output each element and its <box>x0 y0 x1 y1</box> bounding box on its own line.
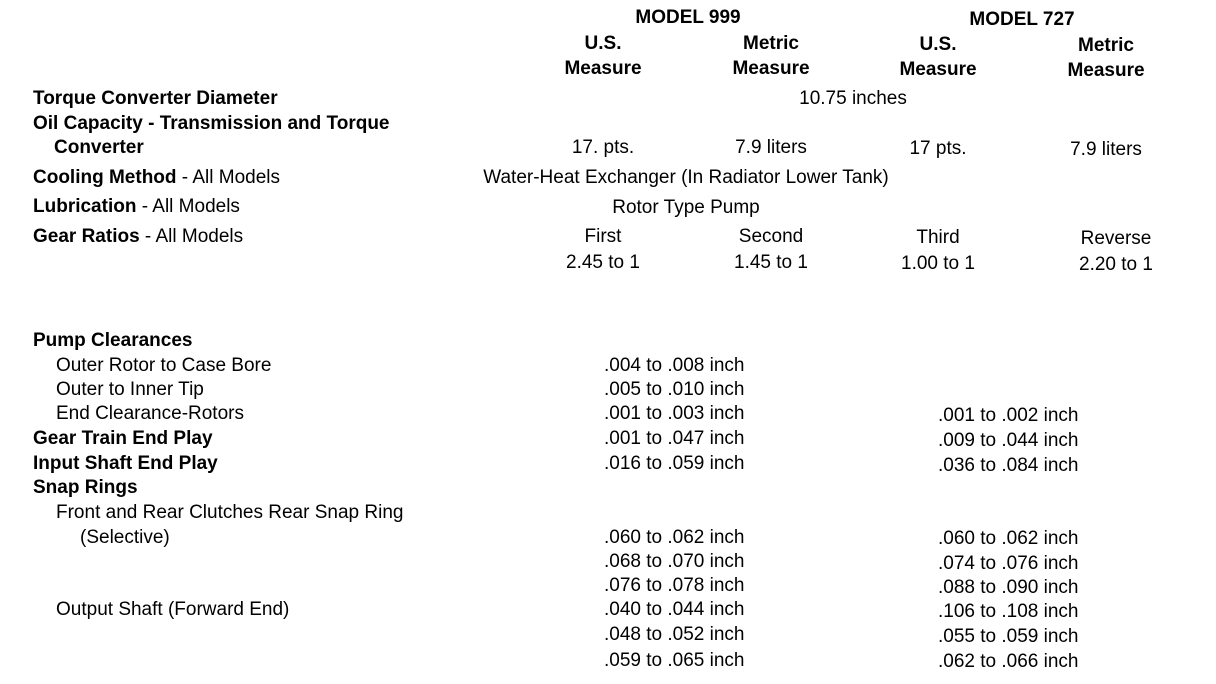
metric-measure-999-line2: Measure <box>732 58 810 79</box>
gear-ratio-reverse: 2.20 to 1 <box>1079 254 1153 275</box>
gear-ratios-label-bold: Gear Ratios <box>33 226 140 247</box>
us-measure-727-line1: U.S. <box>919 34 957 55</box>
gear-name-third: Third <box>916 227 960 248</box>
metric-measure-999-line1: Metric <box>743 33 799 54</box>
oil-capacity-999-metric: 7.9 liters <box>735 137 807 158</box>
oil-capacity-label-line2: Converter <box>54 137 144 158</box>
clutch-snap-ring-label-line1: Front and Rear Clutches Rear Snap Ring <box>56 502 404 523</box>
gear-name-reverse: Reverse <box>1080 228 1152 249</box>
lubrication-value: Rotor Type Pump <box>612 197 760 218</box>
end-clearance-727: .001 to .002 inch <box>938 405 1079 426</box>
metric-measure-727-line1: Metric <box>1078 35 1134 56</box>
gear-train-end-play-999: .001 to .047 inch <box>604 428 745 449</box>
outer-inner-tip-label: Outer to Inner Tip <box>56 379 204 400</box>
outer-rotor-label: Outer Rotor to Case Bore <box>56 355 272 376</box>
oil-capacity-727-us: 17 pts. <box>909 138 967 159</box>
lubrication-label <box>33 196 240 218</box>
oil-capacity-label-line1: Oil Capacity - Transmission and Torque <box>33 113 390 134</box>
end-clearance-label: End Clearance-Rotors <box>56 403 244 424</box>
cooling-method-label-bold: Cooling Method <box>33 167 177 188</box>
input-shaft-end-play-999: .016 to .059 inch <box>604 453 745 474</box>
torque-converter-value: 10.75 inches <box>799 88 907 109</box>
clutch-snap-ring-999-1: .060 to .062 inch <box>604 527 745 548</box>
gear-ratios-label-rest: - All Models <box>139 226 244 247</box>
oil-capacity-999-us: 17. pts. <box>571 137 635 158</box>
clutch-snap-ring-label-line2: (Selective) <box>80 527 170 548</box>
clutch-snap-ring-727-1: .060 to .062 inch <box>938 528 1079 549</box>
gear-train-end-play-727: .009 to .044 inch <box>938 430 1079 451</box>
model-999-heading: MODEL 999 <box>635 7 741 28</box>
outer-inner-tip-999: .005 to .010 inch <box>604 379 745 400</box>
output-shaft-727-3: .062 to .066 inch <box>938 651 1079 672</box>
oil-capacity-727-metric: 7.9 liters <box>1070 139 1142 160</box>
cooling-method-label <box>33 167 280 189</box>
model-727-heading: MODEL 727 <box>969 9 1075 30</box>
clutch-snap-ring-999-3: .076 to .078 inch <box>604 575 745 596</box>
gear-name-first: First <box>584 226 622 247</box>
outer-rotor-999: .004 to .008 inch <box>604 355 745 376</box>
output-shaft-999-2: .048 to .052 inch <box>604 624 745 645</box>
clutch-snap-ring-727-3: .088 to .090 inch <box>938 577 1079 598</box>
input-shaft-end-play-label: Input Shaft End Play <box>33 453 218 474</box>
lubrication-label-bold: Lubrication <box>33 196 137 217</box>
gear-ratio-first: 2.45 to 1 <box>566 252 640 273</box>
gear-train-end-play-label: Gear Train End Play <box>33 428 213 449</box>
gear-ratios-label <box>33 226 243 248</box>
clutch-snap-ring-727-2: .074 to .076 inch <box>938 553 1079 574</box>
cooling-method-label-rest: - All Models <box>176 167 281 188</box>
torque-converter-label: Torque Converter Diameter <box>33 88 278 109</box>
output-shaft-727-2: .055 to .059 inch <box>938 626 1079 647</box>
snap-rings-heading: Snap Rings <box>33 477 138 498</box>
gear-ratio-third: 1.00 to 1 <box>901 253 975 274</box>
clutch-snap-ring-999-2: .068 to .070 inch <box>604 551 745 572</box>
gear-name-second: Second <box>738 226 804 247</box>
gear-ratio-second: 1.45 to 1 <box>734 252 808 273</box>
cooling-method-value: Water-Heat Exchanger (In Radiator Lower Tank) <box>483 167 889 188</box>
us-measure-999-line2: Measure <box>564 58 642 79</box>
lubrication-label-rest: - All Models <box>136 196 240 217</box>
output-shaft-label: Output Shaft (Forward End) <box>56 599 290 620</box>
us-measure-727-line2: Measure <box>899 59 977 80</box>
output-shaft-727-1: .106 to .108 inch <box>938 601 1079 622</box>
output-shaft-999-3: .059 to .065 inch <box>604 650 745 671</box>
end-clearance-999: .001 to .003 inch <box>604 403 745 424</box>
output-shaft-999-1: .040 to .044 inch <box>604 599 745 620</box>
input-shaft-end-play-727: .036 to .084 inch <box>938 455 1079 476</box>
us-measure-999-line1: U.S. <box>584 33 622 54</box>
metric-measure-727-line2: Measure <box>1067 60 1145 81</box>
pump-clearances-heading: Pump Clearances <box>33 330 193 351</box>
